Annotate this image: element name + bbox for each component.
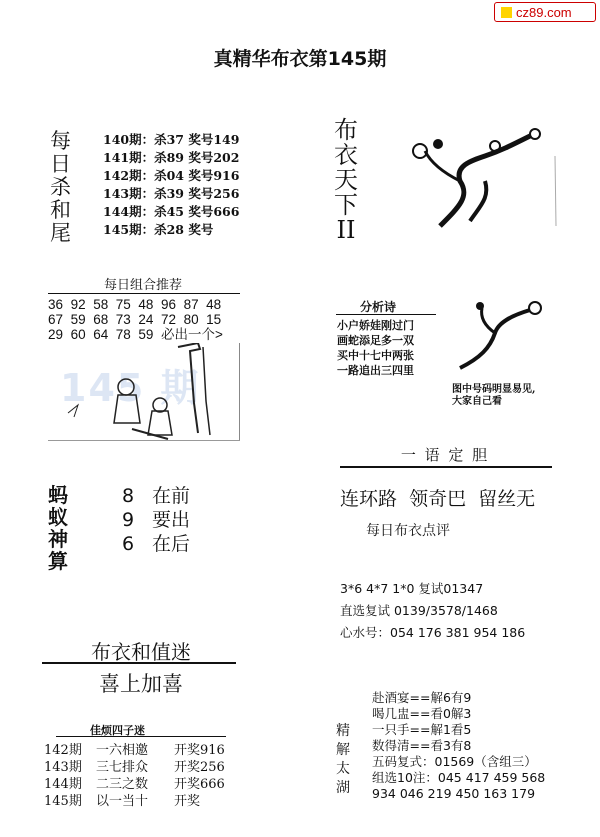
combo-num: 64	[93, 327, 109, 342]
combo-num: 59	[138, 327, 154, 342]
ant-god-label	[48, 484, 68, 572]
combo-num: 87	[183, 297, 199, 312]
combo-num: 15	[206, 312, 222, 327]
jingjie-char: 精	[336, 723, 350, 739]
combo-num: 78	[115, 327, 131, 342]
combo-num: 68	[93, 312, 109, 327]
picks-line-2: 直选复试 0139/3578/1468	[340, 603, 498, 618]
poem-note-line: 大家自己看	[452, 396, 502, 407]
riddle-section-title: 布衣和值迷	[91, 640, 191, 664]
riddle-small-title: 佳烦四子迷	[90, 724, 145, 737]
combo-grid	[48, 297, 229, 342]
combo-num: 48	[138, 297, 154, 312]
daily-kill-char: 日	[50, 152, 71, 176]
illustration-edge	[239, 343, 240, 440]
yiyu-title: 一 语 定 胆	[400, 446, 490, 464]
ant-god-row: 9 要出	[122, 509, 191, 531]
history-row: 140期：杀37 奖号149	[103, 132, 240, 147]
analysis-poem-title: 分析诗	[360, 300, 397, 314]
riddle-subtitle: 喜上加喜	[99, 672, 183, 696]
buyi-char: 布	[334, 116, 358, 144]
flower-branch-icon	[400, 126, 560, 236]
jingjie-char: 湖	[336, 780, 350, 796]
ant-god-char: 算	[48, 549, 68, 573]
jingjie-line: 组选10注：045 417 459 568	[372, 770, 546, 785]
combo-row	[48, 297, 229, 312]
history-row: 144期：杀45 奖号666	[103, 204, 240, 219]
combo-num: 48	[206, 297, 222, 312]
combo-num: 必出一个>	[160, 327, 223, 342]
daily-kill-label	[50, 130, 71, 245]
combo-num: 72	[160, 312, 176, 327]
page-title: 真精华布衣第145期	[213, 48, 387, 70]
picks-line-1: 3*6 4*7 1*0 复试01347	[340, 581, 484, 596]
combo-num: 36	[48, 297, 64, 312]
buyi-char: II	[336, 216, 356, 244]
analysis-poem-lines	[337, 318, 414, 378]
daily-kill-char: 杀	[50, 175, 71, 199]
combo-num: 60	[70, 327, 86, 342]
combo-num: 80	[183, 312, 199, 327]
ant-god-rows	[122, 484, 190, 556]
history-row: 145期：杀28 奖号	[103, 222, 214, 237]
history-row: 141期：杀89 奖号202	[103, 150, 240, 165]
combo-num: 96	[160, 297, 176, 312]
combo-num: 24	[138, 312, 154, 327]
yiyu-subtitle: 每日布衣点评	[366, 523, 450, 539]
jingjie-line: 一只手==解1看5	[372, 722, 472, 737]
cartoon-illustration	[48, 343, 240, 440]
combo-row	[48, 327, 229, 342]
riddle-row: 142期 一六相邀 开奖916	[44, 743, 225, 758]
buyi-char: 下	[334, 191, 358, 219]
jingjie-line: 喝几盅==看0解3	[372, 706, 472, 721]
badge-square-icon	[501, 7, 512, 18]
combo-num: 67	[48, 312, 64, 327]
daily-kill-char: 和	[50, 198, 71, 222]
ant-god-row: 8 在前	[122, 485, 191, 507]
riddle-row: 144期 二三之数 开奖666	[44, 777, 225, 792]
combo-title: 每日组合推荐	[103, 278, 182, 293]
yiyu-phrase: 连环路 领奇巴 留丝无	[340, 488, 536, 510]
ant-god-row: 6 在后	[122, 533, 191, 555]
jingjie-line: 赴酒宴==解6有9	[372, 690, 472, 705]
history-row: 142期：杀04 奖号916	[103, 168, 240, 183]
jingjie-line: 五码复式：01569（含组三）	[372, 754, 537, 769]
combo-num: 73	[115, 312, 131, 327]
ant-god-char: 蚁	[48, 505, 68, 529]
daily-kill-char: 尾	[50, 221, 71, 245]
illustration-bottom	[48, 440, 240, 441]
buyi-char: 衣	[334, 141, 358, 169]
site-badge-text: cz89.com	[516, 4, 572, 20]
history-row: 143期：杀39 奖号256	[103, 186, 240, 201]
ant-god-char: 神	[48, 527, 68, 551]
watermark-text: 145 期	[60, 366, 201, 410]
riddle-small-divider	[56, 736, 226, 737]
daily-kill-char: 每	[50, 129, 71, 153]
tree-branch-icon	[450, 298, 550, 378]
jingjie-char: 太	[336, 761, 350, 777]
site-badge[interactable]	[494, 2, 596, 22]
jingjie-label	[336, 722, 350, 798]
jingjie-char: 解	[336, 742, 350, 758]
poem-note-line: 图中号码明显易见,	[452, 384, 536, 395]
combo-num: 92	[70, 297, 86, 312]
riddle-row: 143期 三七排众 开奖256	[44, 760, 225, 775]
ant-god-char: 蚂	[48, 483, 68, 507]
combo-divider	[48, 293, 240, 294]
combo-num: 58	[93, 297, 109, 312]
poem-line: 一路追出三四里	[337, 364, 414, 377]
combo-num: 75	[115, 297, 131, 312]
riddle-divider	[42, 662, 236, 664]
buyi-tianxia	[334, 118, 358, 243]
daily-kill-history	[103, 131, 239, 239]
riddle-table	[44, 742, 225, 810]
poem-line: 画蛇添足多一双	[337, 334, 414, 347]
poem-line: 买中十七中两张	[337, 349, 414, 362]
poem-note	[452, 384, 535, 408]
combo-num: 59	[70, 312, 86, 327]
jingjie-line: 934 046 219 450 163 179	[372, 786, 536, 801]
jingjie-lines	[372, 690, 545, 802]
combo-num: 29	[48, 327, 64, 342]
combo-row	[48, 312, 229, 327]
jingjie-line: 数得清==看3有8	[372, 738, 472, 753]
riddle-row: 145期 以一当十 开奖	[44, 794, 201, 809]
picks-line-3: 心水号：054 176 381 954 186	[340, 625, 526, 640]
poem-line: 小户娇娃刚过门	[337, 319, 414, 332]
buyi-char: 天	[334, 166, 358, 194]
cartoon-figures-icon	[48, 343, 240, 440]
yiyu-divider	[340, 466, 552, 468]
poem-divider	[336, 314, 436, 315]
